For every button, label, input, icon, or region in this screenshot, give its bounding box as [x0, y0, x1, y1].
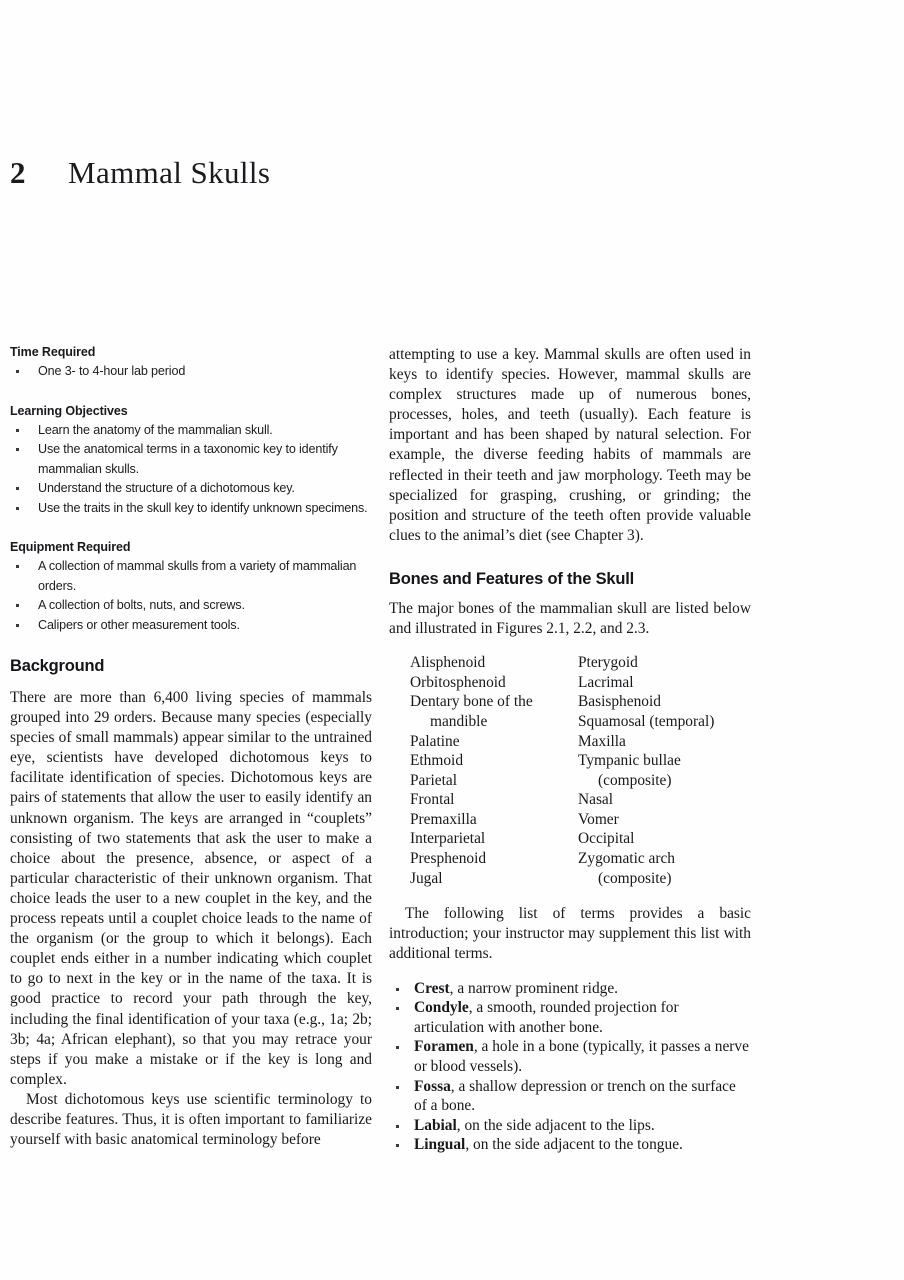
bone-entry: Jugal [410, 869, 443, 887]
bone-entry: Occipital [578, 830, 635, 848]
learning-objectives-list [10, 421, 372, 519]
background-heading: Background [10, 657, 105, 675]
list-item: Calipers or other measurement tools. [10, 616, 372, 636]
term-definition: , a narrow prominent ridge. [449, 979, 619, 997]
bone-entry: Presphenoid [410, 850, 487, 868]
bone-entry: Nasal [578, 791, 614, 809]
chapter-title: Mammal Skulls [68, 155, 271, 190]
bone-entry: Orbitosphenoid [410, 673, 506, 691]
chapter-heading [10, 155, 270, 191]
right-column [389, 345, 751, 1155]
list-item: A collection of mammal skulls from a variety of mammalian orders. [10, 557, 372, 596]
list-spacer [389, 888, 751, 904]
term-definition: , on the side adjacent to the tongue. [465, 1136, 683, 1154]
bone-entry: Squamosal (temporal) [578, 712, 715, 730]
bone-entry-continuation: (composite) [598, 771, 672, 789]
list-item [389, 979, 751, 999]
bone-entry: Premaxilla [410, 810, 477, 828]
bone-entry: Lacrimal [578, 673, 634, 691]
bone-entry: Basisphenoid [578, 693, 661, 711]
bone-entry: Parietal [410, 771, 458, 789]
bone-entry: Interparietal [410, 830, 486, 848]
list-item [389, 1077, 751, 1116]
bone-entry: Palatine [410, 732, 460, 750]
bone-column-2 [578, 653, 746, 888]
bone-entry: Maxilla [578, 732, 626, 750]
equipment-required-section [10, 540, 372, 635]
bone-entry: Alisphenoid [410, 654, 486, 672]
intro-paragraph: attempting to use a key. Mammal skulls are often used in keys to identify species. However, mammal skulls are complex structures made up of numerous bones, processes, holes, and teeth (usually). Each feature is important and has been shaped by natural selection. For example, the diverse feeding habits of mammals are reflected in their teeth and jaw morphology. Teeth may be specialized for grasping, crushing, or grinding; the position and structure of the teeth often provide valuable clues to the animal’s diet (see Chapter 3). [389, 346, 751, 544]
learning-objectives-heading: Learning Objectives [10, 403, 128, 418]
glossary-term-list [389, 979, 751, 1155]
bone-entry: Dentary bone of the [410, 693, 533, 711]
list-item: One 3- to 4-hour lab period [10, 362, 372, 382]
bone-entry-continuation: mandible [430, 712, 488, 730]
background-paragraph-1: There are more than 6,400 living species of mammals grouped into 29 orders. Because many species (especially species of small mammals) appear similar to the untrained eye, scientists have developed dichotomous keys to facilitate identification of species. Dichotomous keys are pairs of statements that allow the user to easily identify an unknown organism. The keys are arranged in “couplets” consisting of two statements that ask the user to make a choice about the presence, absence, or aspect of a particular characteristic of their unknown organism. That choice leads the user to a new couplet in the key, and the process repeats until a couplet choice leads to the name of the organism (or the group to which it belongs). Each couplet ends either in a number indicating which couplet to go to next in the key or in the name of the taxa. It is good practice to record your path through the key, including the final identification of your taxa (e.g., 1a; 2b; 3b; 4a; African elephant), so that you may retrace your steps if you make a mistake or if the key is long and complex. [10, 689, 372, 1088]
term-definition: , a hole in a bone (typically, it passes a nerve or blood vessels). [414, 1038, 749, 1075]
bone-entry: Vomer [578, 810, 619, 828]
term-definition: , on the side adjacent to the lips. [456, 1116, 655, 1134]
list-item: A collection of bolts, nuts, and screws. [10, 596, 372, 616]
list-item: Learn the anatomy of the mammalian skull. [10, 421, 372, 441]
bone-entry: Tympanic bullae [578, 752, 681, 770]
bone-column-1 [410, 653, 578, 888]
term-definition: , a shallow depression or trench on the surface of a bone. [414, 1077, 736, 1115]
bone-entry: Pterygoid [578, 654, 638, 672]
time-required-heading: Time Required [10, 345, 96, 359]
bones-heading: Bones and Features of the Skull [389, 569, 635, 588]
time-required-list [10, 362, 372, 382]
background-paragraph-2: Most dichotomous keys use scientific terminology to describe features. Thus, it is often important to familiarize yourself with basic anatomical terminology before [10, 1090, 372, 1149]
list-item [389, 998, 751, 1037]
term-name: Fossa [414, 1077, 451, 1095]
bone-entry: Frontal [410, 791, 455, 809]
term-name: Condyle [414, 999, 469, 1017]
list-item [389, 1135, 751, 1155]
term-name: Crest [414, 979, 450, 997]
left-column [10, 345, 372, 1150]
equipment-required-heading: Equipment Required [10, 540, 131, 554]
bone-name-list [389, 653, 751, 888]
list-item [389, 1037, 751, 1076]
terms-intro-paragraph: The following list of terms provides a basic introduction; your instructor may supplement this list with additional terms. [389, 905, 751, 963]
section-spacer [389, 546, 751, 570]
term-name: Labial [414, 1116, 457, 1134]
list-item: Use the traits in the skull key to identify unknown specimens. [10, 499, 372, 519]
list-item [389, 1116, 751, 1136]
bone-entry-continuation: (composite) [598, 869, 672, 887]
term-definition: , a smooth, rounded projection for articulation with another bone. [414, 999, 679, 1036]
learning-objectives-section [10, 404, 372, 519]
bones-intro-paragraph: The major bones of the mammalian skull are listed below and illustrated in Figures 2.1, 2.2, and 2.3. [389, 599, 751, 638]
list-item: Use the anatomical terms in a taxonomic key to identify mammalian skulls. [10, 440, 372, 479]
term-name: Lingual [414, 1136, 466, 1154]
bones-section [389, 570, 751, 1155]
equipment-required-list [10, 557, 372, 635]
term-name: Foramen [414, 1038, 474, 1056]
bone-entry: Ethmoid [410, 752, 464, 770]
list-item: Understand the structure of a dichotomous key. [10, 479, 372, 499]
background-section [10, 657, 372, 1150]
chapter-number: 2 [10, 155, 26, 190]
bone-entry: Zygomatic arch [578, 850, 676, 868]
time-required-section [10, 345, 372, 382]
